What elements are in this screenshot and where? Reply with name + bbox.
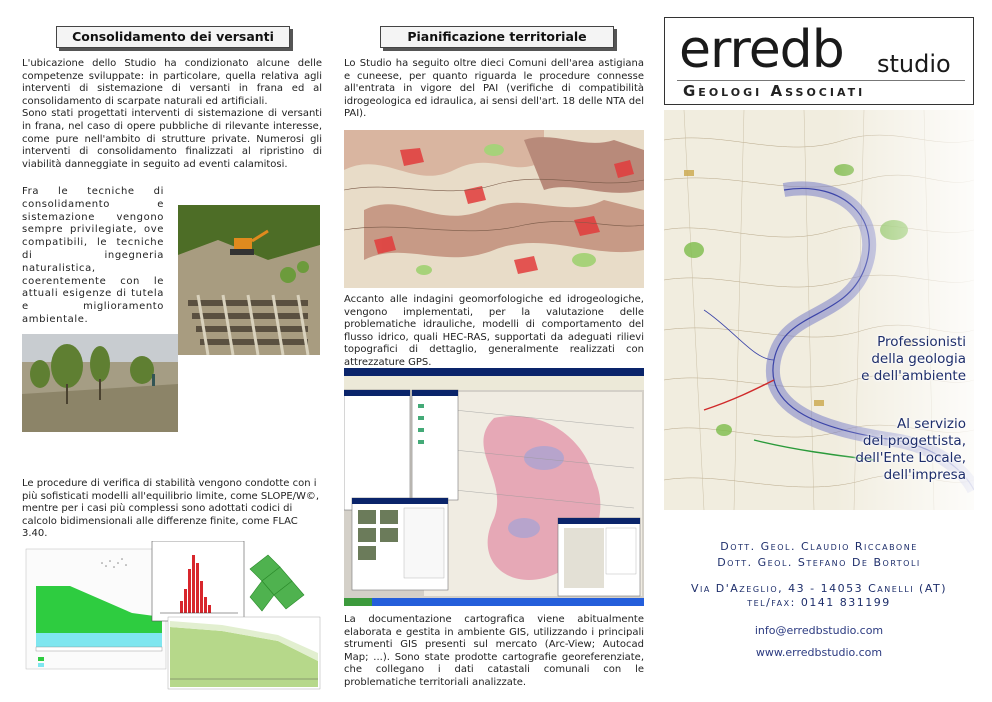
tagline-line-3: e dell'ambiente bbox=[861, 368, 966, 384]
paragraph-indagini: Accanto alle indagini geomorfologiche ed idrogeologiche, vengono implementati, per la valutazione delle problematiche idrauliche, modelli di comportamento del flusso idrico, quali HEC-RAS, supportati da adeguati rilievi topografici di dettaglio, generalmente realizzati con attrezzature GPS. bbox=[344, 294, 644, 368]
tagline-line-4: Al servizio bbox=[896, 416, 966, 432]
email-link[interactable]: info@erredbstudio.com bbox=[754, 624, 884, 637]
address: Via D'Azeglio, 43 - 14053 Canelli (AT) bbox=[690, 582, 948, 595]
brand-logo-box bbox=[664, 17, 974, 105]
person-riccabone: Dott. Geol. Claudio Riccabone bbox=[720, 540, 918, 553]
photo-river-bank bbox=[22, 334, 178, 432]
paragraph-documentazione: La documentazione cartografica viene abitualmente elaborata e gestita in ambiente GIS, utilizzando i principali strumenti GIS presenti sul mercato (Arc-View; Autocad Map; ...). Sono state prodotte cartografie georeferenziate, che collegano i dati catastali comunali con le problematiche territoriali analizzate. bbox=[344, 614, 644, 688]
figure-slope-stability bbox=[22, 541, 322, 693]
tagline-line-6: dell'Ente Locale, bbox=[855, 450, 966, 466]
paragraph-ubicazione bbox=[22, 58, 322, 171]
website-link[interactable]: www.erredbstudio.com bbox=[755, 646, 883, 659]
section-heading-consolidamento: Consolidamento dei versanti bbox=[56, 26, 290, 48]
logo-wordmark: erredb bbox=[679, 20, 844, 80]
section-heading-pianificazione: Pianificazione territoriale bbox=[380, 26, 614, 48]
screenshot-gis-software bbox=[344, 368, 644, 606]
paragraph-verifica-stabilita: Le procedure di verifica di stabilità vengono condotte con i più sofisticati modelli all'equilibrio limite, come SLOPE/W©, mentre per i casi più complessi sono adottati codici di calcolo bidimensionali alle differenze finite, come FLAC 3.40. bbox=[22, 478, 320, 540]
tagline-line-1: Professionisti bbox=[877, 334, 966, 350]
tagline-professionisti bbox=[861, 334, 966, 385]
tagline-line-7: dell'impresa bbox=[883, 467, 966, 483]
logo-studio: studio bbox=[877, 50, 951, 78]
tagline-servizio bbox=[855, 416, 966, 484]
phone: tel/fax: 0141 831199 bbox=[747, 596, 891, 609]
logo-subtitle: Geologi Associati bbox=[683, 82, 866, 100]
paragraph-comuni: Lo Studio ha seguito oltre dieci Comuni dell'area astigiana e cuneese, per quanto riguarda le procedure connesse all'entrata in vigore del PAI (verifiche di compatibilità idrogeologica ed idraulica, ai sensi dell'art. 18 delle NTA del PAI). bbox=[344, 58, 644, 120]
logo-divider bbox=[677, 80, 965, 81]
paragraph-tecniche: Fra le tecniche di consolidamento e sistemazione vengono sempre privilegiate, ove compatibili, le tecniche di ingegneria naturalistica, coerentemente con le attuali esigenze di tutela e miglioramento ambientale. bbox=[22, 186, 164, 325]
person-de-bortoli: Dott. Geol. Stefano De Bortoli bbox=[717, 556, 921, 569]
photo-slope-works bbox=[178, 205, 320, 355]
map-geological bbox=[344, 130, 644, 288]
tagline-line-2: della geologia bbox=[871, 351, 966, 367]
paragraph-ubicazione-text: L'ubicazione dello Studio ha condizionato alcune delle competenze sviluppate: in particolare, quella relativa agli interventi di sistemazione di versanti in frana ed al consolidamento di scarpate naturali ed artificiali. bbox=[22, 58, 322, 107]
paragraph-progettati-text: Sono stati progettati interventi di sistemazione di versanti in frana, nel caso di opere pubbliche di rilevante interesse, come pure nell'ambito di strutture private. Numerosi gli interventi di consolidamento finalizzati al ripristino di viabilità danneggiate in seguito ad eventi calamitosi. bbox=[22, 108, 322, 170]
tagline-line-5: del progettista, bbox=[862, 433, 966, 449]
